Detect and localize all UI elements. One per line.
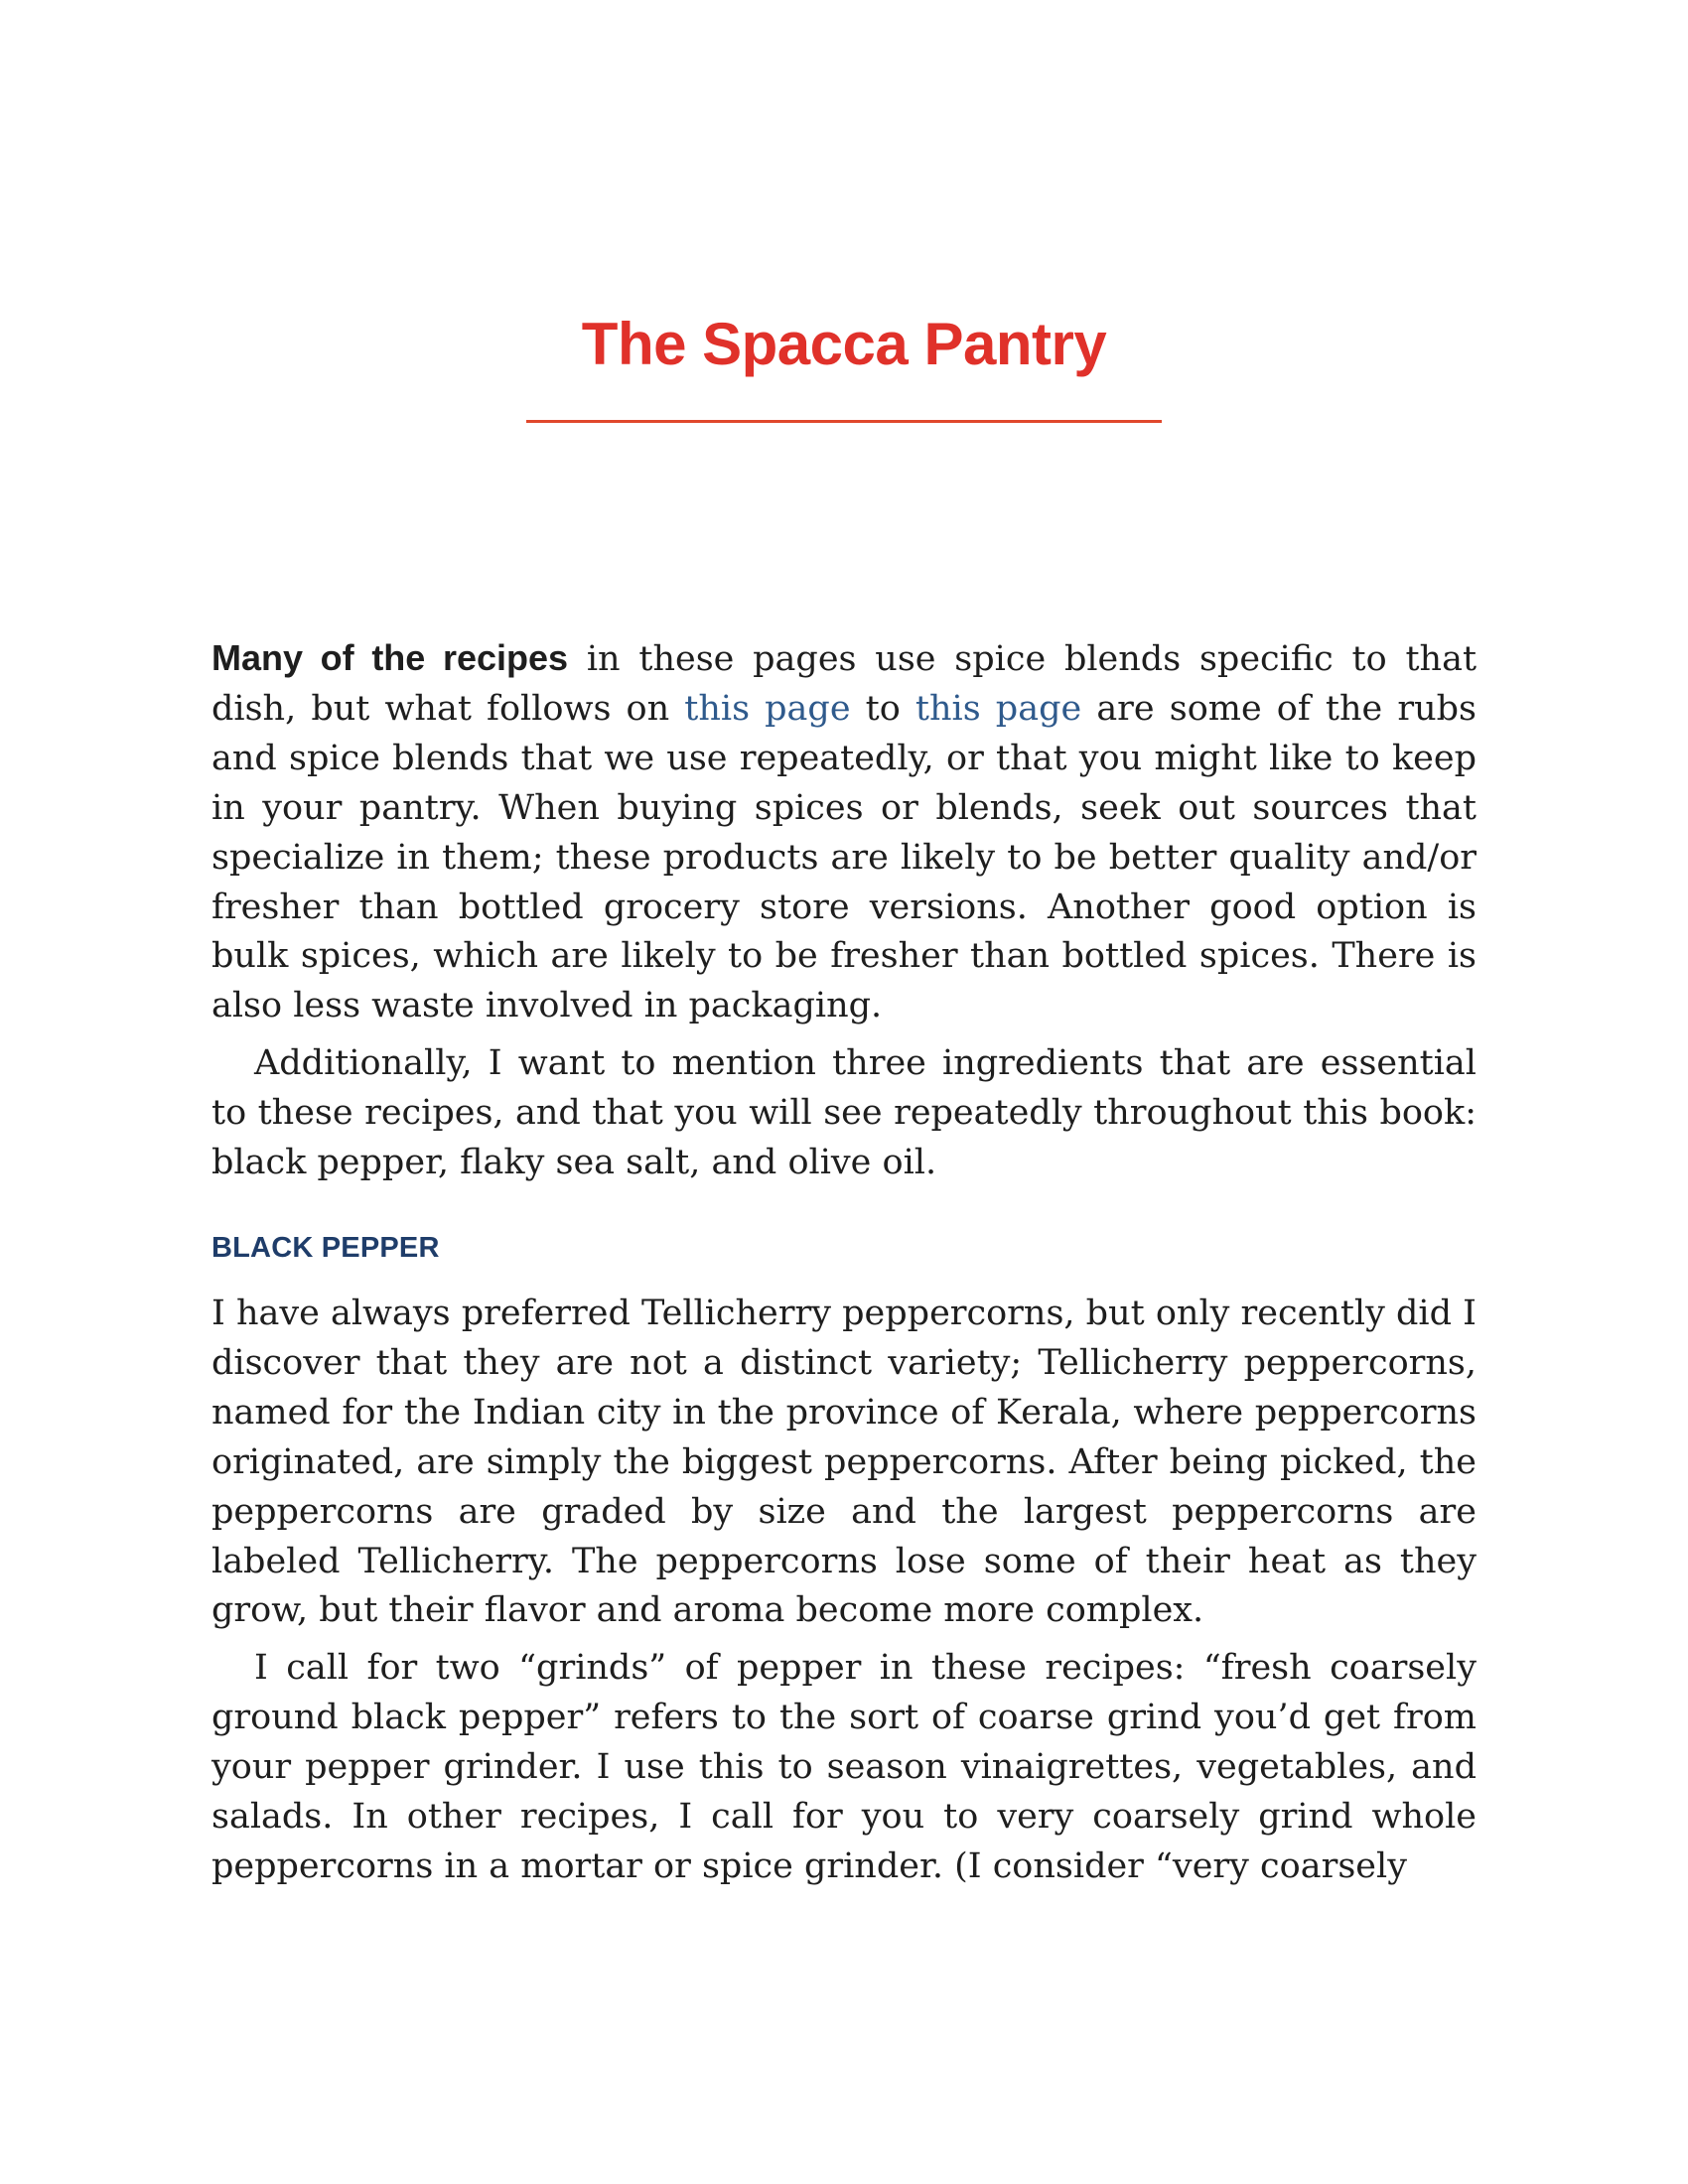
title-divider bbox=[526, 420, 1162, 423]
lead-in-text: Many of the recipes bbox=[211, 637, 569, 678]
intro-text-1: in these pages use spice blends specific to that dish, but what follows on bbox=[211, 639, 1477, 729]
intro-text-2: to bbox=[850, 688, 915, 729]
intro-paragraph bbox=[211, 633, 1477, 1031]
body-text bbox=[211, 633, 1477, 1892]
pepper-paragraph-1: I have always preferred Tellicherry peppercorns, but only recently did I discover that they are not a distinct variety; Tellicherry peppercorns, named for the Indian city in the province of Kerala, where peppercorns originated, are simply the biggest peppercorns. After being picked, the peppercorns are graded by size and the largest peppercorns are labeled Tellicherry. The peppercorns lose some of their heat as they grow, but their flavor and aroma become more complex. bbox=[211, 1293, 1477, 1631]
section-heading: BLACK PEPPER bbox=[211, 1231, 440, 1264]
intro-text-3: are some of the rubs and spice blends that we use repeatedly, or that you might like to keep in your pantry. When buying spices or blends, seek out sources that specialize in them; these products are likely to be better quality and/or fresher than bottled grocery store versions. Another good option is bulk spices, which are likely to be fresher than bottled spices. There is also less waste involved in packaging. bbox=[211, 688, 1477, 1026]
page-link-1[interactable]: this page bbox=[684, 688, 851, 729]
additional-paragraph: Additionally, I want to mention three ingredients that are essential to these recipes, and that you will see repeatedly throughout this book: black pepper, flaky sea salt, and olive oil. bbox=[211, 1043, 1477, 1183]
pepper-paragraph-2: I call for two “grinds” of pepper in these recipes: “fresh coarsely ground black pepper” refers to the sort of coarse grind you’d get from your pepper grinder. I use this to season vinaigrettes, vegetables, and salads. In other recipes, I call for you to very coarsely grind whole peppercorns in a mortar or spice grinder. (I consider “very coarsely bbox=[211, 1648, 1477, 1886]
page-title: The Spacca Pantry bbox=[581, 311, 1107, 377]
page-link-2[interactable]: this page bbox=[914, 688, 1082, 729]
